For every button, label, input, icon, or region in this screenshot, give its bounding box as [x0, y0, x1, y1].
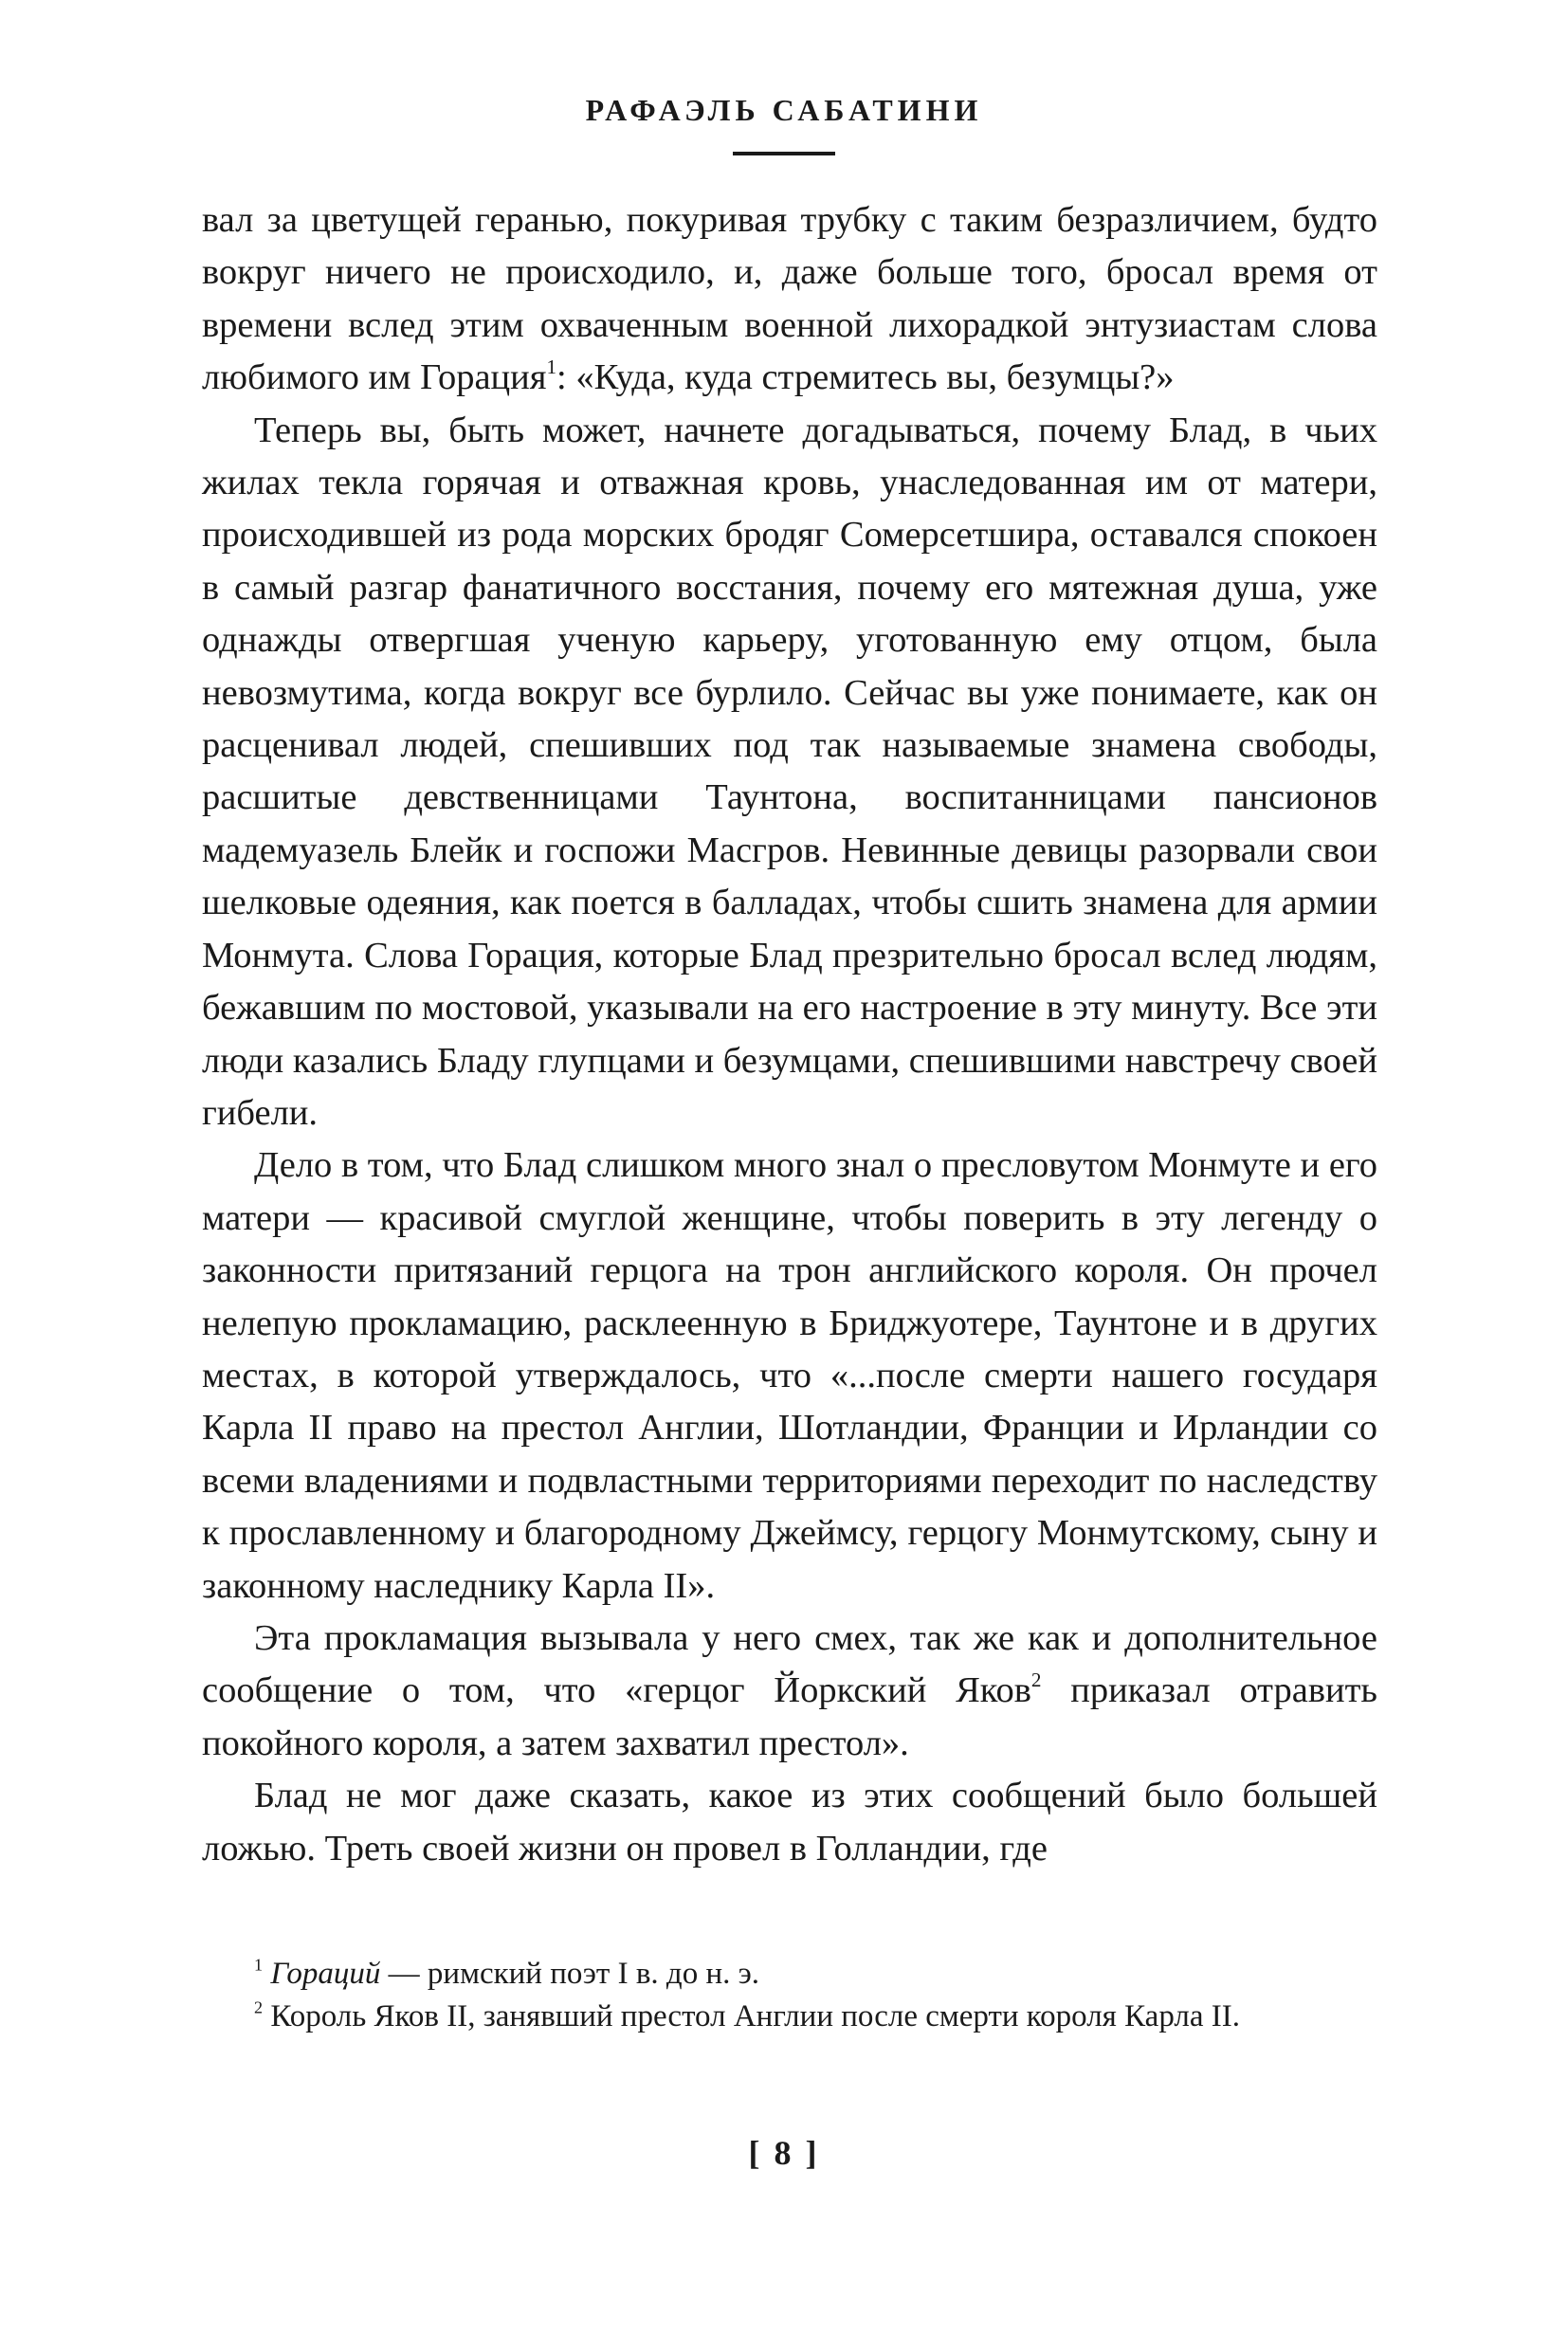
footnote-ref-1: 1 [546, 356, 557, 379]
footnote-ref-2: 2 [1030, 1668, 1042, 1692]
page-number: [ 8 ] [748, 2134, 820, 2172]
title-underline [733, 152, 835, 155]
footnote-2-text: Король Яков II, занявший престол Англии после смерти короля Карла II. [270, 1999, 1240, 2033]
footnote-2-marker: 2 [254, 1997, 264, 2017]
footnote-1-text: — римский поэт I в. до н. э. [380, 1957, 760, 1991]
paragraph-1-continuation: : «Куда, куда стремитесь вы, безумцы?» [556, 357, 1175, 398]
paragraph-4 [202, 1613, 1377, 1770]
paragraph-1-text: вал за цветущей геранью, покуривая трубку с таким безразличием, будто вокруг ничего не происходило, и, даже больше того, бросал время от времени вслед этим охваченным военной лихорадкой энтузиастам слова любимого им Горация [202, 200, 1377, 398]
footnote-1-marker: 1 [254, 1955, 264, 1975]
main-text [202, 194, 1377, 1875]
footnote-2 [202, 1996, 1377, 2038]
paragraph-1 [202, 194, 1377, 405]
running-title: РАФАЭЛЬ САБАТИНИ [585, 93, 983, 127]
paragraph-5: Блад не мог даже сказать, какое из этих сообщений было большей ложью. Треть своей жизни он провел в Голландии, где [202, 1776, 1377, 1869]
footnote-1-term: Гораций [270, 1957, 381, 1991]
footnotes [202, 1953, 1377, 2038]
paragraph-4-text: Эта прокламация вызывала у него смех, так же как и дополнительное сообщение о том, что «герцог Йоркский Яков [202, 1617, 1377, 1711]
paragraph-3: Дело в том, что Блад слишком много знал о пресловутом Монмуте и его матери — красивой смуглой женщине, чтобы поверить в эту легенду о законности притязаний герцога на трон английского короля. Он прочел нелепую прокламацию, расклеенную в Бриджуотере, Таунтоне и в других местах, в которой утверждалось, что «...после смерти нашего государя Карла II право на престол Англии, Шотландии, Франции и Ирландии со всеми владениями и подвластными территориями переходит по наследству к прославленному и благородному Джеймсу, герцогу Монмутскому, сыну и законному наследнику Карла II». [202, 1145, 1377, 1606]
paragraph-2: Теперь вы, быть может, начнете догадываться, почему Блад, в чьих жилах текла горячая и отважная кровь, унаследованная им от матери, происходившей из рода морских бродяг Сомерсетшира, оставался спокоен в самый разгар фанатичного восстания, почему его мятежная душа, уже однажды отвергшая ученую карьеру, уготованную ему отцом, была невозмутима, когда вокруг все бурлило. Сейчас вы уже понимаете, как он расценивал людей, спешивших под так называемые знамена свободы, расшитые девственницами Таунтона, воспитанницами пансионов мадемуазель Блейк и госпожи Масгров. Невинные девицы разорвали свои шелковые одеяния, как поется в балладах, чтобы сшить знамена для армии Монмута. Слова Горация, которые Блад презрительно бросал вслед людям, бежавшим по мостовой, указывали на его настроение в эту минуту. Все эти люди казались Бладу глупцами и безумцами, спешившими навстречу своей гибели. [202, 410, 1377, 1133]
paragraph-4-continuation: приказал отравить покойного короля, а затем захватил престол». [202, 1670, 1377, 1763]
footnote-1 [202, 1953, 1377, 1996]
